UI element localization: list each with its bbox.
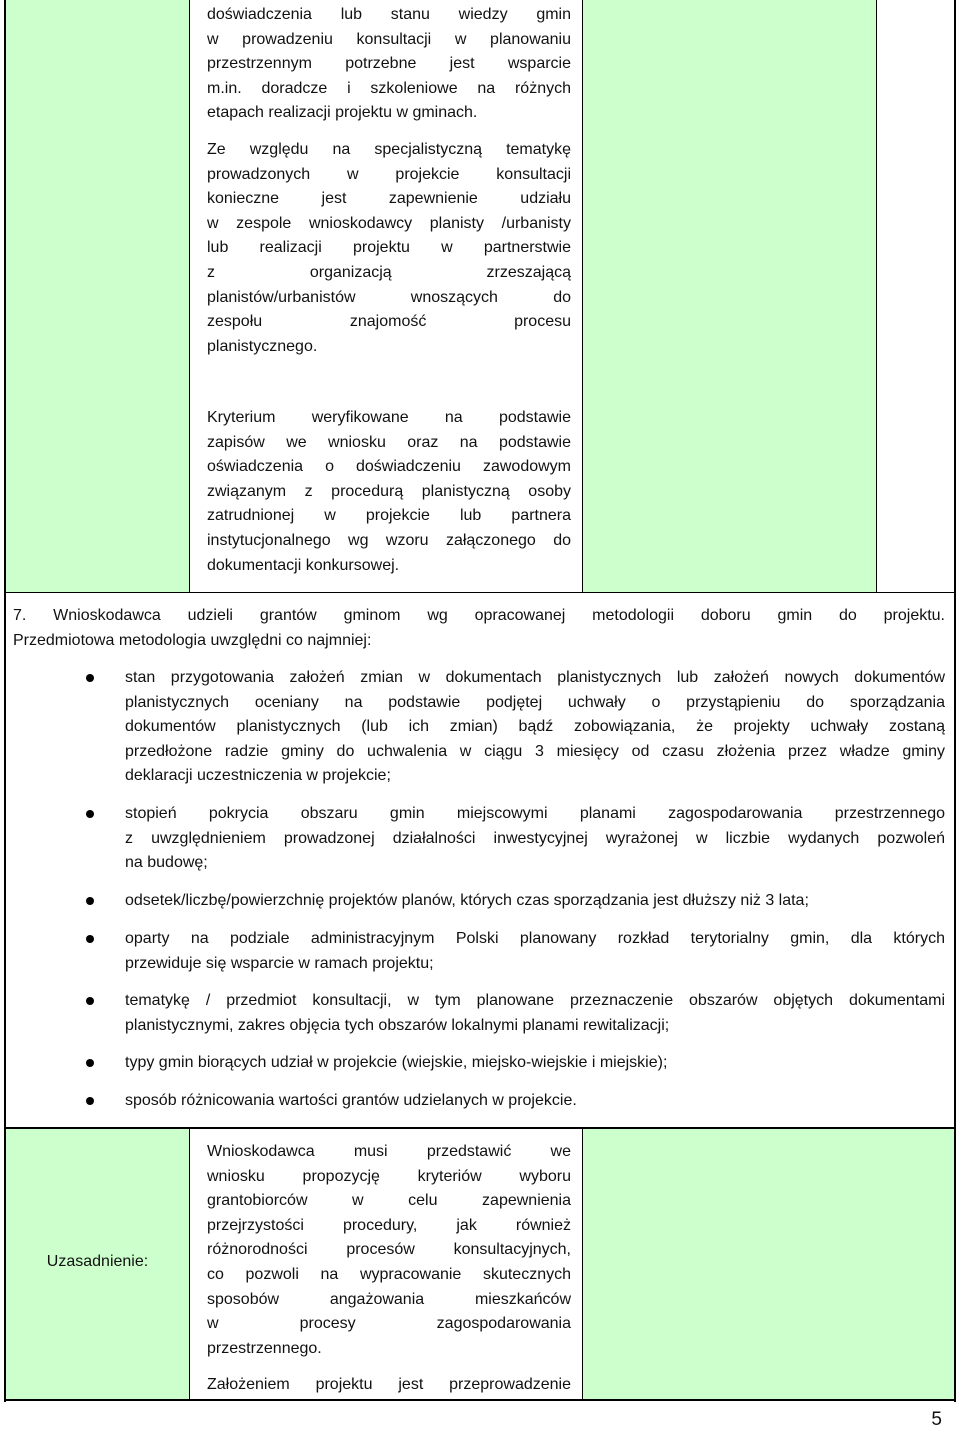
text-line: oparty na podziale administracyjnym Polski planowany rozkład terytorialny gmin, dla których xyxy=(125,930,945,947)
text-line: zespołu znajomość procesu xyxy=(207,313,571,331)
text-line: w zespole wnioskodawcy planisty /urbanisty xyxy=(207,214,571,232)
grid-line xyxy=(954,0,956,1402)
text-line: przestrzennym potrzebne jest wsparcie xyxy=(207,55,571,73)
text-line: prowadzonych w projekcie konsultacji xyxy=(207,165,571,183)
list-item xyxy=(125,1051,945,1076)
text-line: grantobiorców w celu zapewnienia xyxy=(207,1192,571,1210)
bullet-icon xyxy=(86,997,94,1005)
text-line: z organizacją zrzeszającą xyxy=(207,263,571,281)
grid-line xyxy=(189,0,190,593)
text-line: co pozwoli na wypracowanie skutecznych xyxy=(207,1265,571,1283)
text-line: stopień pokrycia obszaru gmin miejscowymi planami zagospodarowania przestrzennego xyxy=(125,805,945,822)
justification-label: Uzasadnienie: xyxy=(46,1253,149,1270)
text-line: planistycznego. xyxy=(207,337,318,355)
text-line: sposób różnicowania wartości grantów udzielanych w projekcie. xyxy=(125,1092,577,1109)
text-line: Ze względu na specjalistyczną tematykę xyxy=(207,141,571,158)
text-line: zapisów we wniosku oraz na podstawie xyxy=(207,433,571,451)
bullet-icon xyxy=(86,897,94,905)
text-line: lub realizacji projektu w partnerstwie xyxy=(207,239,571,257)
bullet-icon xyxy=(86,1059,94,1067)
list-item xyxy=(125,666,945,789)
text-line: na budowę; xyxy=(125,854,208,871)
justification-paragraph-2 xyxy=(207,1373,571,1398)
text-line: zatrudnionej w projekcie lub partnera xyxy=(207,507,571,525)
grid-line xyxy=(582,1129,583,1400)
text-line: Wnioskodawca musi przedstawić we xyxy=(207,1143,571,1160)
text-line: Przedmiotowa metodologia uwzględni co najmniej: xyxy=(13,631,372,649)
item7-intro xyxy=(13,604,945,653)
text-line: typy gmin biorących udział w projekcie (wiejskie, miejsko-wiejskie i miejskie); xyxy=(125,1054,668,1071)
text-line: przedłożone radzie gminy do uchwalenia w ciągu 3 miesięcy od czasu złożenia przez władze gminy xyxy=(125,742,945,760)
list-item xyxy=(125,889,945,914)
text-line: przestrzennego. xyxy=(207,1339,322,1357)
top-paragraph-1 xyxy=(207,3,571,126)
list-item xyxy=(125,802,945,876)
bullet-icon xyxy=(86,935,94,943)
text-line: planistycznych oceniany na podstawie podjętej uchwały o przystąpieniu do sporządzania xyxy=(125,693,945,711)
grid-line xyxy=(582,0,583,593)
top-right-green-cell xyxy=(583,0,876,593)
list-item xyxy=(125,1089,945,1114)
text-line: deklaracji uczestniczenia w projekcie; xyxy=(125,767,391,784)
text-line: dokumentów planistycznych (lub ich zmian) bądź zobowiązania, że projekty uchwały zostaną xyxy=(125,718,945,735)
text-line: stan przygotowania założeń zmian w dokumentach planistycznych lub założeń nowych dokumentów xyxy=(125,669,945,686)
grid-line xyxy=(4,592,956,593)
grid-line xyxy=(189,1129,190,1400)
justification-paragraph-1 xyxy=(207,1140,571,1361)
text-line: planistycznymi, zakres objęcia tych obszarów lokalnymi planami rewitalizacji; xyxy=(125,1016,670,1034)
text-line: związanym z procedurą planistyczną osoby xyxy=(207,482,571,500)
text-line: przewiduje się wsparcie w ramach projektu; xyxy=(125,954,434,972)
justification-label-cell xyxy=(6,1129,189,1400)
top-left-green-cell xyxy=(6,0,189,593)
text-line: 7. Wnioskodawca udzieli grantów gminom wg opracowanej metodologii doboru gmin do projektu. xyxy=(13,607,945,624)
text-line: etapach realizacji projektu w gminach. xyxy=(207,104,478,122)
text-line: konieczne jest zapewnienie udziału xyxy=(207,190,571,208)
text-line: m.in. doradcze i szkoleniowe na różnych xyxy=(207,79,571,97)
text-line: sposobów angażowania mieszkańców xyxy=(207,1290,571,1308)
text-line: Założeniem projektu jest przeprowadzenie xyxy=(207,1376,571,1393)
top-paragraph-2 xyxy=(207,138,571,359)
justification-right-green-cell xyxy=(583,1129,954,1400)
text-line: w prowadzeniu konsultacji w planowaniu xyxy=(207,30,571,48)
text-line: odsetek/liczbę/powierzchnię projektów planów, których czas sporządzania jest dłuższy niż 3 lata; xyxy=(125,892,809,909)
list-item xyxy=(125,927,945,976)
text-line: dokumentacji konkursowej. xyxy=(207,556,400,574)
text-line: Kryterium weryfikowane na podstawie xyxy=(207,409,571,426)
text-line: różnorodności procesów konsultacyjnych, xyxy=(207,1241,571,1259)
bullet-icon xyxy=(86,1097,94,1105)
list-item xyxy=(125,989,945,1038)
text-line: doświadczenia lub stanu wiedzy gmin xyxy=(207,6,571,23)
text-line: planistów/urbanistów wnoszących do xyxy=(207,288,571,306)
top-far-right-cell xyxy=(877,0,954,593)
top-paragraph-3 xyxy=(207,406,571,578)
text-line: oświadczenia o doświadczeniu zawodowym xyxy=(207,458,571,476)
text-line: instytucjonalnego wg wzoru załączonego do xyxy=(207,531,571,549)
text-line: w procesy zagospodarowania xyxy=(207,1315,571,1333)
grid-line xyxy=(876,0,877,593)
text-line: z uwzględnieniem prowadzonej działalności inwestycyjnej wyrażonej w liczbie wydanych pozwoleń xyxy=(125,829,945,847)
grid-line xyxy=(4,1399,956,1401)
page-number: 5 xyxy=(931,1409,942,1430)
bullet-icon xyxy=(86,674,94,682)
bullet-icon xyxy=(86,810,94,818)
text-line: tematykę / przedmiot konsultacji, w tym planowane przeznaczenie obszarów objętych dokumentami xyxy=(125,992,945,1009)
text-line: przejrzystości procedury, jak również xyxy=(207,1216,571,1234)
text-line: wniosku propozycję kryteriów wyboru xyxy=(207,1167,571,1185)
